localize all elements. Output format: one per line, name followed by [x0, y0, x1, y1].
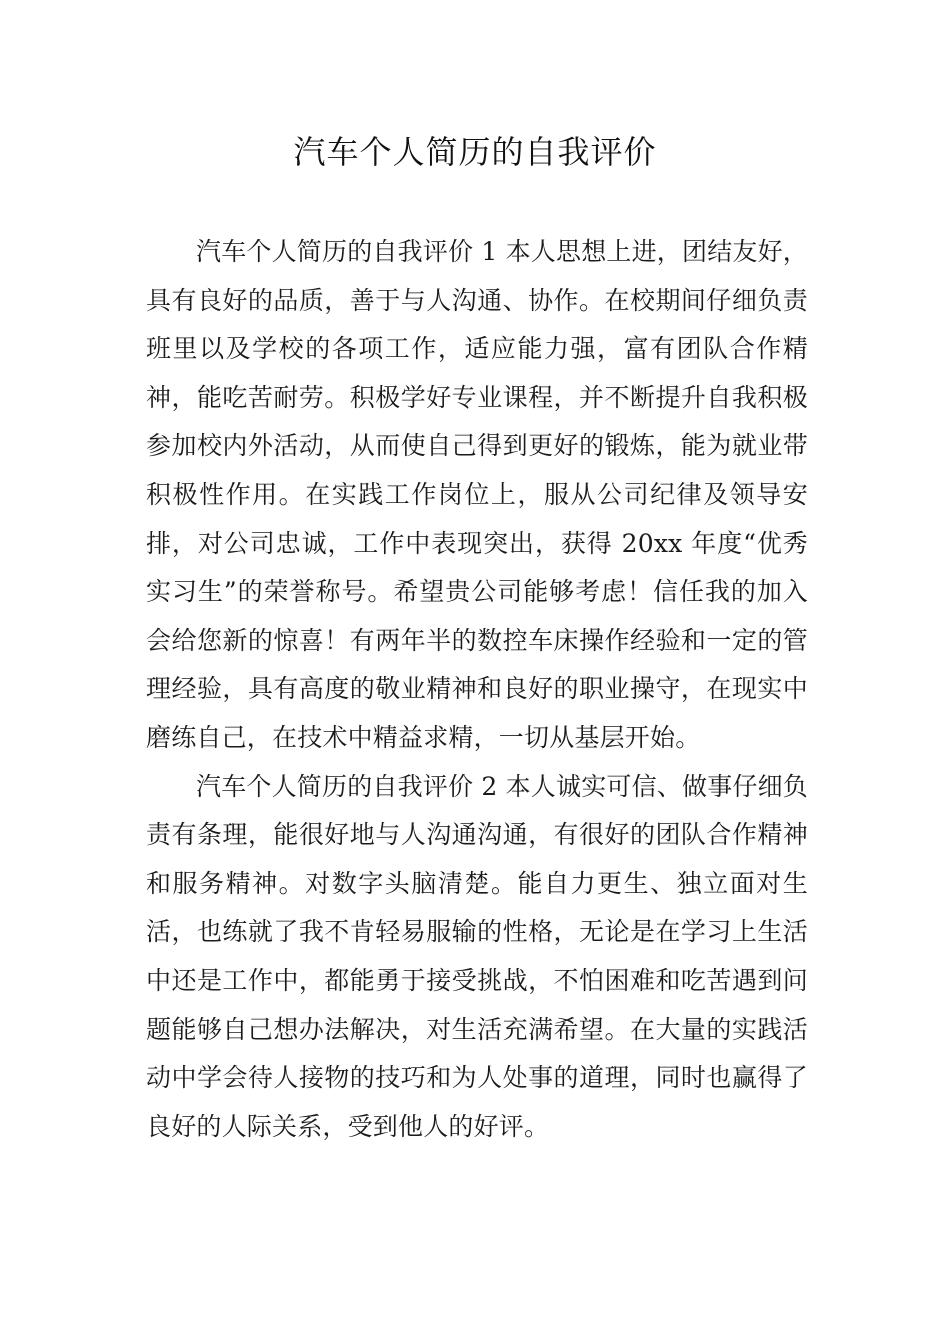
document-body [146, 228, 808, 1151]
paragraph-1: 汽车个人简历的自我评价 1 本人思想上进，团结友好，具有良好的品质，善于与人沟通、协作。在校期间仔细负责班里以及学校的各项工作，适应能力强，富有团队合作精神，能吃苦耐劳。积极学好专业课程，并不断提升自我积极参加校内外活动，从而使自己得到更好的锻炼，能为就业带积极性作用。在实践工作岗位上，服从公司纪律及领导安排，对公司忠诚，工作中表现突出，获得 20xx 年度“优秀实习生”的荣誉称号。希望贵公司能够考虑！信任我的加入会给您新的惊喜！有两年半的数控车床操作经验和一定的管理经验，具有高度的敬业精神和良好的职业操守，在现实中磨练自己，在技术中精益求精，一切从基层开始。 [146, 237, 809, 752]
paragraph-2: 汽车个人简历的自我评价 2 本人诚实可信、做事仔细负责有条理，能很好地与人沟通沟通，有很好的团队合作精神和服务精神。对数字头脑清楚。能自力更生、独立面对生活，也练就了我不肯轻易服输的性格，无论是在学习上生活中还是工作中，都能勇于接受挑战，不怕困难和吃苦遇到问题能够自己想办法解决，对生活充满希望。在大量的实践活动中学会待人接物的技巧和为人处事的道理，同时也赢得了良好的人际关系，受到他人的好评。 [146, 771, 809, 1141]
document-title: 汽车个人简历的自我评价 [293, 133, 657, 171]
